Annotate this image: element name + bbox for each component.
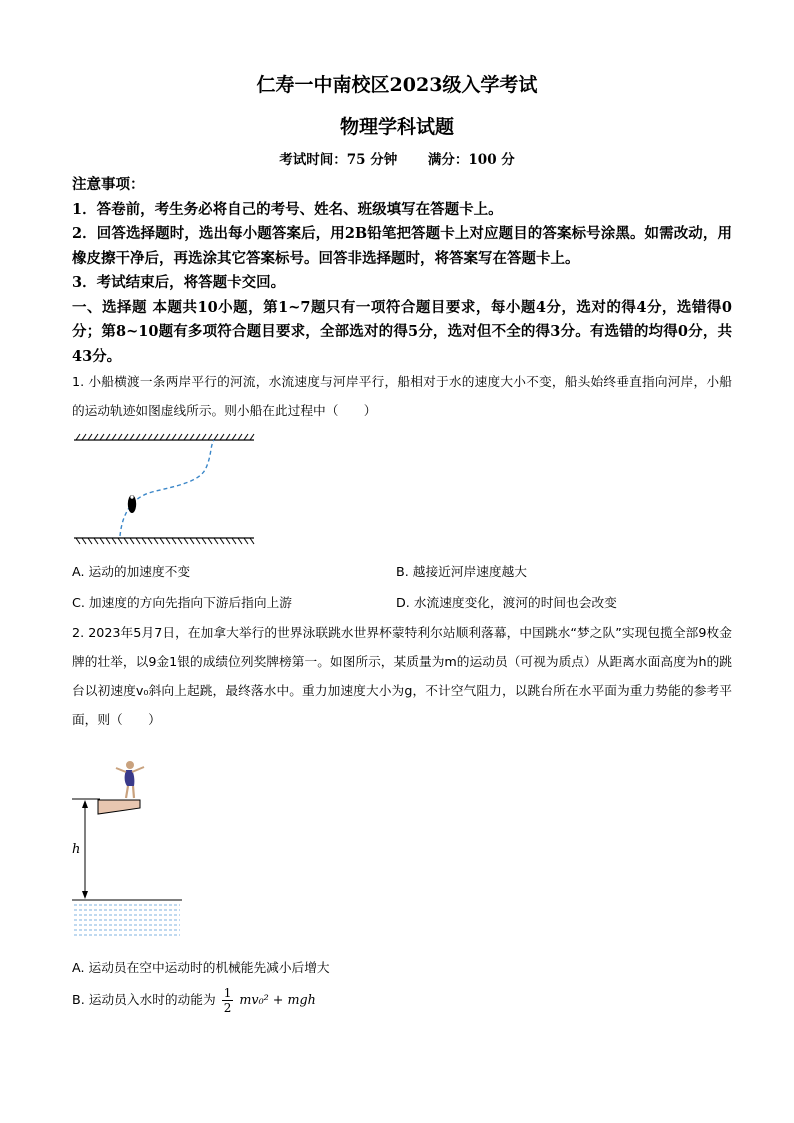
hatch-mark	[148, 538, 152, 544]
hatch-mark	[118, 538, 122, 544]
hatch-mark	[142, 434, 146, 440]
q1-option-d[interactable]: D. 水流速度变化，渡河的时间也会改变	[396, 595, 617, 610]
hatch-mark	[196, 538, 200, 544]
hatch-mark	[166, 538, 170, 544]
river-figure	[72, 432, 256, 548]
hatch-mark	[232, 538, 236, 544]
exam-title: 仁寿一中南校区2023级入学考试	[256, 74, 538, 96]
hatch-mark	[88, 434, 92, 440]
hatch-mark	[184, 538, 188, 544]
hatch-mark	[190, 434, 194, 440]
hatch-mark	[82, 434, 86, 440]
fraction-denominator: 2	[223, 1001, 232, 1015]
hatch-mark	[172, 538, 176, 544]
hatch-mark	[238, 538, 242, 544]
exam-meta	[0, 148, 794, 168]
water-surface	[74, 905, 180, 935]
q1-option-a[interactable]: A. 运动的加速度不变	[72, 564, 191, 579]
hatch-mark	[100, 434, 104, 440]
note-item: 2．回答选择题时，选出每小题答案后，用2B铅笔把答题卡上对应题目的答案标号涂黑。如需改动，用橡皮擦干净后，再选涂其它答案标号。回答非选择题时，将答案写在答题卡上。	[72, 225, 732, 267]
hatch-mark	[154, 538, 158, 544]
question-2-stem: 2. 2023年5月7日，在加拿大举行的世界泳联跳水世界杯蒙特利尔站顺利落幕，中国跳水“梦之队”实现包揽全部9枚金牌的壮举，以9金1银的成绩位列奖牌榜第一。如图所示，某质量为m的运动员（可视为质点）从距离水面高度为h的跳台以初速度v₀斜向上起跳，最终落水中。重力加速度大小为g，不计空气阻力，以跳台所在水平面为重力势能的参考平面，则（ ）	[72, 625, 732, 727]
question-1-stem: 1. 小船横渡一条两岸平行的河流，水流速度与河岸平行，船相对于水的速度大小不变，船头始终垂直指向河岸，小船的运动轨迹如图虚线所示。则小船在此过程中（ ）	[72, 374, 732, 418]
hatch-mark	[100, 538, 104, 544]
hatch-mark	[82, 538, 86, 544]
hatch-mark	[124, 434, 128, 440]
hatch-mark	[184, 434, 188, 440]
hatch-mark	[178, 538, 182, 544]
q2-option-a[interactable]: A. 运动员在空中运动时的机械能先减小后增大	[72, 960, 330, 975]
hatch-mark	[142, 538, 146, 544]
one-half-fraction	[222, 986, 234, 1015]
hatch-mark	[220, 538, 224, 544]
hatch-mark	[112, 538, 116, 544]
notes-heading: 注意事项：	[72, 176, 145, 193]
hatch-mark	[226, 434, 230, 440]
hatch-mark	[166, 434, 170, 440]
hatch-mark	[130, 538, 134, 544]
diver-icon	[116, 761, 144, 798]
q1-option-b[interactable]: B. 越接近河岸速度越大	[396, 564, 527, 579]
platform	[98, 800, 140, 814]
hatch-mark	[106, 538, 110, 544]
hatch-mark	[94, 538, 98, 544]
note-item: 1．答卷前，考生务必将自己的考号、姓名、班级填写在答题卡上。	[72, 200, 503, 218]
note-item: 3．考试结束后，将答题卡交回。	[72, 274, 286, 291]
hatch-mark	[178, 434, 182, 440]
hatch-mark	[232, 434, 236, 440]
q2-option-b-text: B. 运动员入水时的动能为	[72, 992, 216, 1007]
hatch-mark	[196, 434, 200, 440]
boat-icon	[128, 495, 136, 513]
hatch-mark	[118, 434, 122, 440]
diving-figure	[72, 752, 188, 942]
hatch-mark	[238, 434, 242, 440]
hatch-mark	[202, 538, 206, 544]
hatch-mark	[130, 434, 134, 440]
height-label: h	[72, 842, 81, 857]
hatch-mark	[148, 434, 152, 440]
hatch-mark	[208, 538, 212, 544]
hatch-mark	[160, 434, 164, 440]
exam-time: 考试时间：75 分钟	[279, 152, 398, 168]
hatch-mark	[76, 434, 80, 440]
hatch-mark	[160, 538, 164, 544]
hatch-mark	[250, 434, 254, 440]
lower-bank	[74, 538, 254, 544]
hatch-mark	[136, 538, 140, 544]
hatch-mark	[250, 538, 254, 544]
hatch-mark	[208, 434, 212, 440]
section-heading: 一、选择题 本题共10小题，第1~7题只有一项符合题目要求，每小题4分，选对的得4分，选错得0分；第8~10题有多项符合题目要求，全部选对的得5分，选对但不全的得3分。有选错的均得0分，共43分。	[72, 298, 732, 365]
boat-trajectory	[120, 440, 214, 536]
exam-subtitle: 物理学科试题	[339, 116, 454, 138]
hatch-mark	[190, 538, 194, 544]
hatch-mark	[106, 434, 110, 440]
hatch-mark	[172, 434, 176, 440]
notes-block	[72, 173, 732, 369]
hatch-mark	[94, 434, 98, 440]
height-arrow	[82, 800, 88, 899]
hatch-mark	[214, 434, 218, 440]
hatch-mark	[124, 538, 128, 544]
hatch-mark	[244, 538, 248, 544]
upper-bank	[74, 434, 254, 440]
hatch-mark	[76, 538, 80, 544]
exam-score: 满分：100 分	[427, 152, 515, 168]
hatch-mark	[226, 538, 230, 544]
hatch-mark	[202, 434, 206, 440]
hatch-mark	[88, 538, 92, 544]
hatch-mark	[112, 434, 116, 440]
q2-option-b[interactable]	[72, 986, 316, 1015]
hatch-mark	[136, 434, 140, 440]
q1-option-c[interactable]: C. 加速度的方向先指向下游后指向上游	[72, 595, 292, 610]
hatch-mark	[244, 434, 248, 440]
kinetic-energy-expression: mv₀² + mgh	[239, 992, 316, 1007]
fraction-numerator: 1	[223, 986, 232, 1000]
hatch-mark	[154, 434, 158, 440]
hatch-mark	[214, 538, 218, 544]
hatch-mark	[220, 434, 224, 440]
